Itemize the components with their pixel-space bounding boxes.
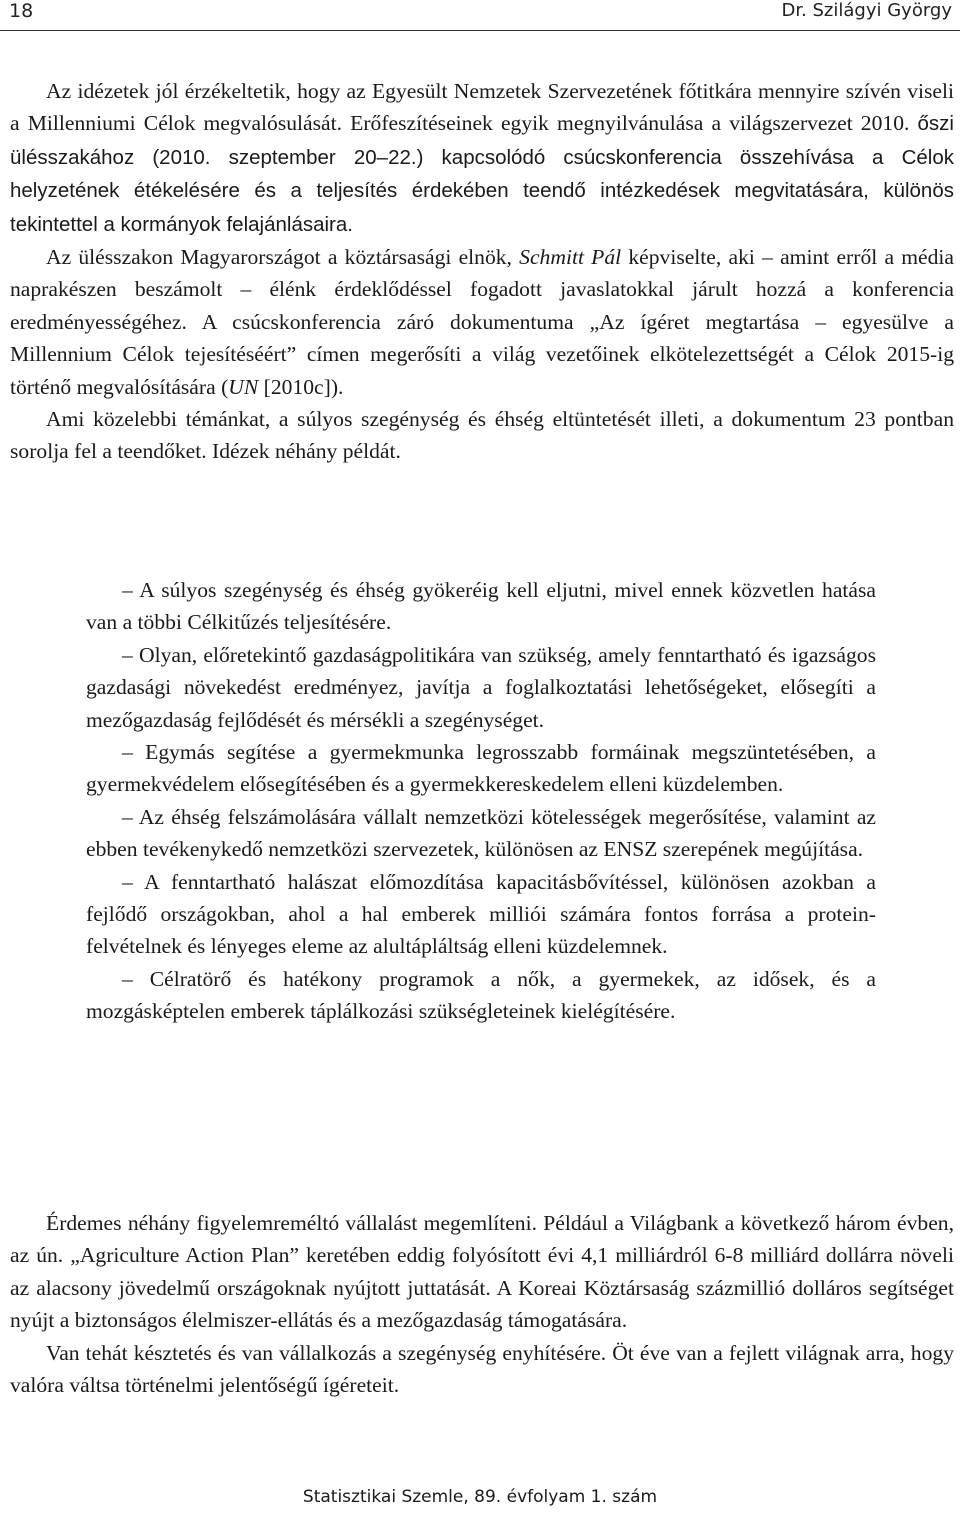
- page-header: [0, 0, 960, 34]
- paragraph-5: Van tehát késztetés és van vállalkozás a szegénység enyhítésére. Öt éve van a fejlett világnak arra, hogy valóra váltsa történelmi jelentőségű ígéreteit.: [10, 1340, 954, 1398]
- running-head-author: Dr. Szilágyi György: [781, 0, 952, 21]
- citation-un: UN: [228, 374, 259, 399]
- closing-text: [10, 1207, 954, 1401]
- quote-item: – Az éhség felszámolására vállalt nemzetközi kötelességek megerősítése, valamint az ebben tevékenykedő nemzetközi szervezetek, különösen az ENSZ szerepének megújítása.: [86, 804, 876, 862]
- quote-item: – Egymás segítése a gyermekmunka legrosszabb formáinak megszüntetésében, a gyermekvédelem elősegítésében és a gyermekkereskedelem elleni küzdelemben.: [86, 740, 876, 797]
- paragraph-1-part-a: Az idézetek jól érzékeltetik, hogy az Egyesült Nemzetek Szervezetének főtitkára mennyire szívén viseli a Millenniumi Célok megvalósulását. Erőfeszítéseinek egyik megnyilvánulása a világszervezet 2010.: [10, 79, 954, 136]
- quote-item: – A súlyos szegénység és éhség gyökeréig kell eljutni, mivel ennek közvetlen hatása van a többi Célkitűzés teljesítésére.: [86, 578, 876, 635]
- paragraph-2-part-a: Az ülésszakon Magyarországot a köztársasági elnök,: [46, 245, 520, 270]
- paragraph-3: Ami közelebbi témánkat, a súlyos szegénység és éhség eltüntetését illeti, a dokumentum 23 pontban sorolja fel a teendőket. Idézek néhány példát.: [10, 407, 954, 464]
- quoted-list: [86, 574, 876, 1028]
- page-footer: Statisztikai Szemle, 89. évfolyam 1. szám: [302, 1487, 658, 1507]
- paragraph-2: [10, 241, 954, 403]
- paragraph-2-part-c: [2010c]).: [258, 374, 344, 399]
- quote-item: – A fenntartható halászat előmozdítása kapacitásbővítéssel, különösen azokban a fejlődő országokban, ahol a hal emberek milliói számára fontos forrása a protein-felvételnek és lényeges eleme az alultápláltság elleni küzdelemnek.: [86, 869, 876, 959]
- page-number: 18: [9, 0, 34, 22]
- paragraph-2-part-b: képviselte, aki – amint erről a média naprakészen beszámolt – élénk érdeklődéssel fogadott javaslatokkal járult hozzá a konferencia eredményességéhez. A csúcskonferencia záró dokumentuma „Az ígéret megtartása – egyesülve a Millennium Célok tejesítéséért” címen megerősíti a világ vezetőinek elkötelezettségét a Célok 2015-ig történő megvalósítására (: [10, 245, 954, 399]
- paragraph-1-part-b: őszi ülésszakához (2010. szeptember 20–22.) kapcsolódó csúcskonferencia összehívása a Célok helyzetének étékelésére és a teljesítés érdekében teendő intézkedések megvitatására, különös tekintettel a kormányok felajánlásaira.: [10, 112, 954, 236]
- person-name: Schmitt Pál: [519, 245, 622, 270]
- header-rule: [0, 30, 960, 31]
- quote-item: – Olyan, előretekintő gazdaságpolitikára van szükség, amely fenntartható és igazságos gazdasági növekedést eredményez, javítja a foglalkoztatási lehetőségeket, elősegíti a mezőgazdaság fejlődését és mérsékli a szegénységet.: [86, 642, 876, 732]
- quote-item: – Célratörő és hatékony programok a nők, a gyermekek, az idősek, és a mozgásképtelen emberek táplálkozási szükségleteinek kielégítésére.: [86, 966, 876, 1024]
- paragraph-4: Érdemes néhány figyelemreméltó vállalást megemlíteni. Például a Világbank a következő három évben, az ún. „Agriculture Action Plan” keretében eddig folyósított évi 4,1 milliárdról 6-8 milliárd dollárra növeli az alacsony jövedelmű országoknak nyújtott juttatását. A Koreai Köztársaság százmillió dolláros segítséget nyújt a biztonságos élelmiszer-ellátás és a mezőgazdaság támogatására.: [10, 1211, 954, 1333]
- main-text: [10, 75, 954, 468]
- paragraph-1: [10, 75, 954, 241]
